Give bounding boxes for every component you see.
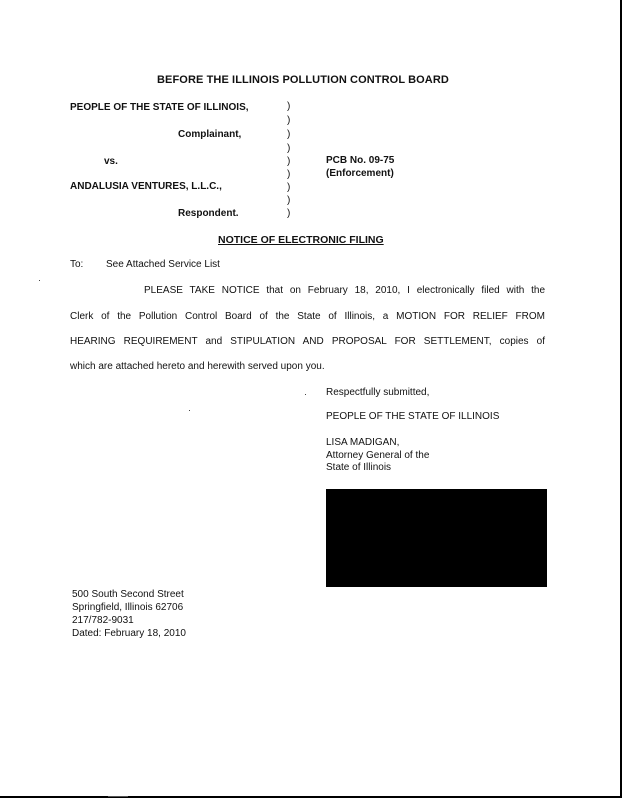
case-number: PCB No. 09-75 <box>326 155 395 166</box>
defendant-name: ANDALUSIA VENTURES, L.L.C., <box>70 181 222 192</box>
signatory-title: State of Illinois <box>326 462 392 473</box>
defendant-role: Respondent. <box>178 208 239 219</box>
to-value: See Attached Service List <box>106 259 220 270</box>
plaintiff-name: PEOPLE OF THE STATE OF ILLINOIS, <box>70 102 249 113</box>
scan-mark <box>108 796 128 797</box>
caption-paren: ) <box>287 182 291 193</box>
body-line: Clerk of the Pollution Control Board of the State of Illinois, a MOTION FOR RELIEF FROM <box>70 311 545 322</box>
address-phone: 217/782-9031 <box>72 615 134 626</box>
caption-paren: ) <box>287 101 291 112</box>
address-city: Springfield, Illinois 62706 <box>72 602 184 613</box>
body-line: HEARING REQUIREMENT and STIPULATION AND PROPOSAL FOR SETTLEMENT, copies of <box>70 336 545 347</box>
signatory-title: Attorney General of the <box>326 450 430 461</box>
caption-paren: ) <box>287 208 291 219</box>
signatory-name: LISA MADIGAN, <box>326 437 400 448</box>
scan-speck <box>39 280 40 281</box>
caption-paren: ) <box>287 143 291 154</box>
notice-title: NOTICE OF ELECTRONIC FILING <box>218 234 384 246</box>
caption-paren: ) <box>287 129 291 140</box>
redacted-signature <box>326 489 547 587</box>
caption-paren: ) <box>287 115 291 126</box>
dated-line: Dated: February 18, 2010 <box>72 628 186 639</box>
signature-party: PEOPLE OF THE STATE OF ILLINOIS <box>326 411 500 422</box>
scan-speck <box>189 410 190 411</box>
caption-paren: ) <box>287 195 291 206</box>
to-label: To: <box>70 259 84 270</box>
plaintiff-role: Complainant, <box>178 129 242 140</box>
body-line: which are attached hereto and herewith served upon you. <box>70 361 325 372</box>
versus-label: vs. <box>104 156 118 167</box>
scan-speck <box>305 394 306 395</box>
address-street: 500 South Second Street <box>72 589 184 600</box>
caption-paren: ) <box>287 169 291 180</box>
board-title: BEFORE THE ILLINOIS POLLUTION CONTROL BOARD <box>157 74 449 86</box>
caption-paren: ) <box>287 156 291 167</box>
case-type: (Enforcement) <box>326 168 394 179</box>
closing: Respectfully submitted, <box>326 387 430 398</box>
body-line: PLEASE TAKE NOTICE that on February 18, 2010, I electronically filed with the <box>144 285 545 296</box>
